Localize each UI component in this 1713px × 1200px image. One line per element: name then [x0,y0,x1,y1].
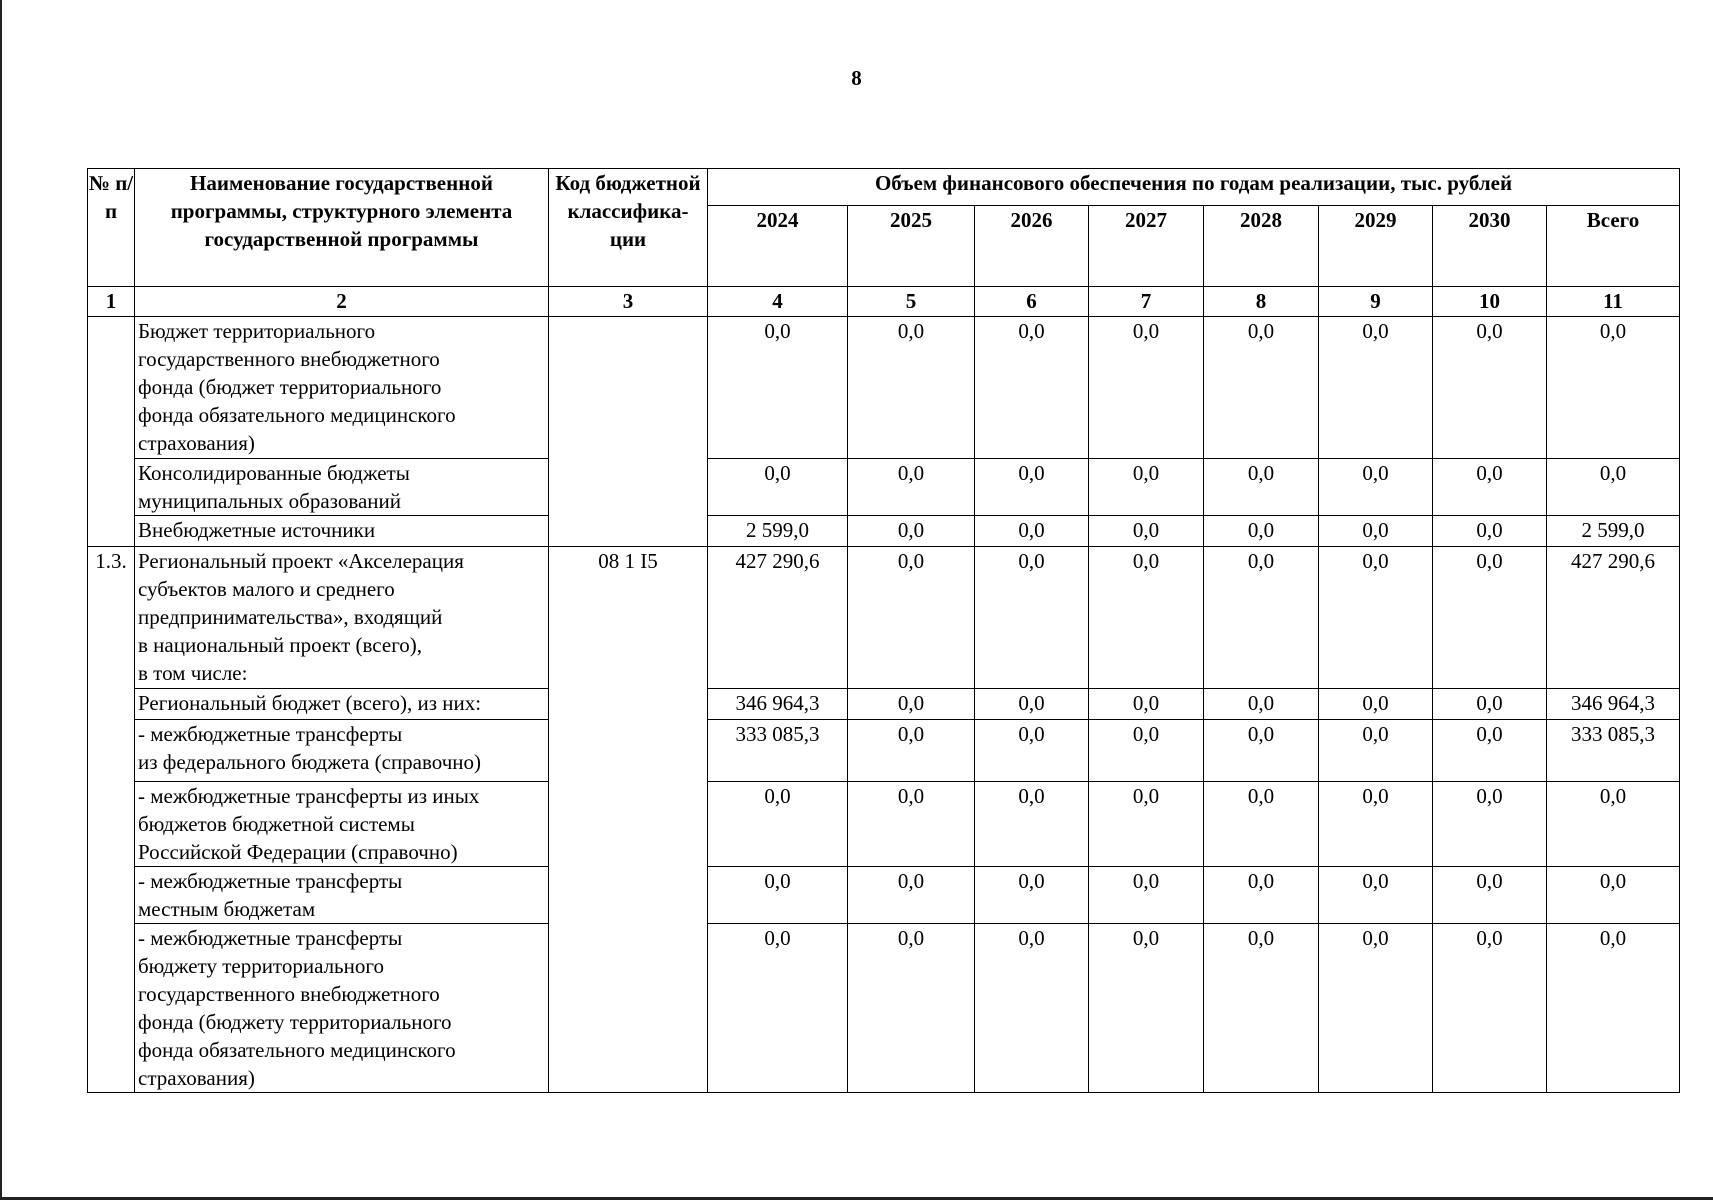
header-num: № п/п [88,169,135,287]
header-year: 2024 [708,206,848,287]
value-cell: 0,0 [1089,867,1204,924]
value-cell: 0,0 [1204,317,1319,459]
value-cell: 0,0 [848,317,975,459]
page-number: 8 [851,66,862,90]
header-name: Наименование государственной программы, структурного элемента государственной программы [135,169,549,287]
column-number: 11 [1547,287,1680,317]
column-number: 2 [135,287,549,317]
value-cell: 346 964,3 [1547,689,1680,720]
value-cell: 0,0 [848,459,975,516]
value-cell: 0,0 [1433,720,1547,782]
value-cell: 0,0 [1319,867,1433,924]
value-cell: 0,0 [975,867,1089,924]
value-cell: 0,0 [1204,689,1319,720]
value-cell: 0,0 [975,547,1089,689]
value-cell: 0,0 [1547,924,1680,1093]
column-number: 7 [1089,287,1204,317]
value-cell: 0,0 [1319,317,1433,459]
header-year: 2026 [975,206,1089,287]
value-cell: 427 290,6 [708,547,848,689]
column-number: 10 [1433,287,1547,317]
value-cell: 0,0 [1204,459,1319,516]
column-number: 3 [549,287,708,317]
value-cell: 0,0 [848,547,975,689]
value-cell: 0,0 [1433,516,1547,547]
value-cell: 0,0 [848,782,975,867]
value-cell: 0,0 [1089,689,1204,720]
value-cell: 0,0 [848,867,975,924]
header-total: Всего [1547,206,1680,287]
value-cell: 0,0 [708,317,848,459]
value-cell: 0,0 [1547,782,1680,867]
value-cell: 0,0 [1433,782,1547,867]
column-number: 4 [708,287,848,317]
value-cell: 0,0 [1433,459,1547,516]
value-cell: 0,0 [848,720,975,782]
value-cell: 0,0 [1089,459,1204,516]
value-cell: 0,0 [708,924,848,1093]
header-year: 2025 [848,206,975,287]
row-name: Бюджет территориального государственного внебюджетного фонда (бюджет территориального фонда обязательного медицинского страхования) [135,317,549,459]
value-cell: 0,0 [1547,459,1680,516]
value-cell: 0,0 [1547,867,1680,924]
header-volume: Объем финансового обеспечения по годам реализации, тыс. рублей [708,169,1680,206]
header-year: 2028 [1204,206,1319,287]
header-code: Код бюджетной классифика-ции [549,169,708,287]
code-cell: 08 1 I5 [549,547,708,1093]
value-cell: 0,0 [1089,317,1204,459]
value-cell: 427 290,6 [1547,547,1680,689]
value-cell: 0,0 [1433,924,1547,1093]
column-number: 1 [88,287,135,317]
header-year: 2029 [1319,206,1433,287]
value-cell: 0,0 [975,317,1089,459]
value-cell: 0,0 [975,459,1089,516]
column-number: 8 [1204,287,1319,317]
value-cell: 0,0 [1204,867,1319,924]
row-name: - межбюджетные трансферты из иных бюджетов бюджетной системы Российской Федерации (справочно) [135,782,549,867]
value-cell: 0,0 [708,867,848,924]
value-cell: 0,0 [1204,547,1319,689]
value-cell: 0,0 [848,689,975,720]
value-cell: 0,0 [975,689,1089,720]
value-cell: 0,0 [1204,924,1319,1093]
value-cell: 0,0 [708,782,848,867]
scan-edge-left [0,0,2,1200]
value-cell: 0,0 [1319,782,1433,867]
column-number: 5 [848,287,975,317]
value-cell: 0,0 [1089,547,1204,689]
row-name: Региональный бюджет (всего), из них: [135,689,549,720]
value-cell: 0,0 [708,459,848,516]
row-number-cell: 1.3. [88,547,135,1093]
value-cell: 346 964,3 [708,689,848,720]
value-cell: 0,0 [975,924,1089,1093]
value-cell: 0,0 [1433,547,1547,689]
value-cell: 0,0 [848,924,975,1093]
value-cell: 0,0 [1089,782,1204,867]
value-cell: 0,0 [1433,689,1547,720]
value-cell: 0,0 [1089,720,1204,782]
column-number: 6 [975,287,1089,317]
value-cell: 2 599,0 [1547,516,1680,547]
value-cell: 0,0 [1319,516,1433,547]
row-name: - межбюджетные трансферты из федерального бюджета (справочно) [135,720,549,782]
value-cell: 0,0 [1319,720,1433,782]
value-cell: 0,0 [1433,317,1547,459]
value-cell: 0,0 [1204,782,1319,867]
row-name: - межбюджетные трансферты местным бюджетам [135,867,549,924]
value-cell: 0,0 [1433,867,1547,924]
column-number: 9 [1319,287,1433,317]
header-year: 2030 [1433,206,1547,287]
row-name: Консолидированные бюджеты муниципальных образований [135,459,549,516]
row-name: Региональный проект «Акселерация субъектов малого и среднего предпринимательства», входящий в национальный проект (всего), в том числе: [135,547,549,689]
row-name: Внебюджетные источники [135,516,549,547]
row-name: - межбюджетные трансферты бюджету территориального государственного внебюджетного фонда (бюджету территориального фонда обязательного медицинского страхования) [135,924,549,1093]
header-year: 2027 [1089,206,1204,287]
value-cell: 0,0 [975,720,1089,782]
value-cell: 333 085,3 [708,720,848,782]
value-cell: 0,0 [1089,924,1204,1093]
value-cell: 333 085,3 [1547,720,1680,782]
value-cell: 0,0 [1319,924,1433,1093]
row-number-cell [88,317,135,547]
value-cell: 0,0 [975,516,1089,547]
financing-table [87,168,1680,1093]
value-cell: 0,0 [1319,459,1433,516]
value-cell: 0,0 [1547,317,1680,459]
value-cell: 0,0 [1319,547,1433,689]
value-cell: 0,0 [1204,516,1319,547]
value-cell: 0,0 [1204,720,1319,782]
value-cell: 0,0 [1089,516,1204,547]
value-cell: 0,0 [975,782,1089,867]
value-cell: 2 599,0 [708,516,848,547]
code-cell [549,317,708,547]
value-cell: 0,0 [1319,689,1433,720]
value-cell: 0,0 [848,516,975,547]
